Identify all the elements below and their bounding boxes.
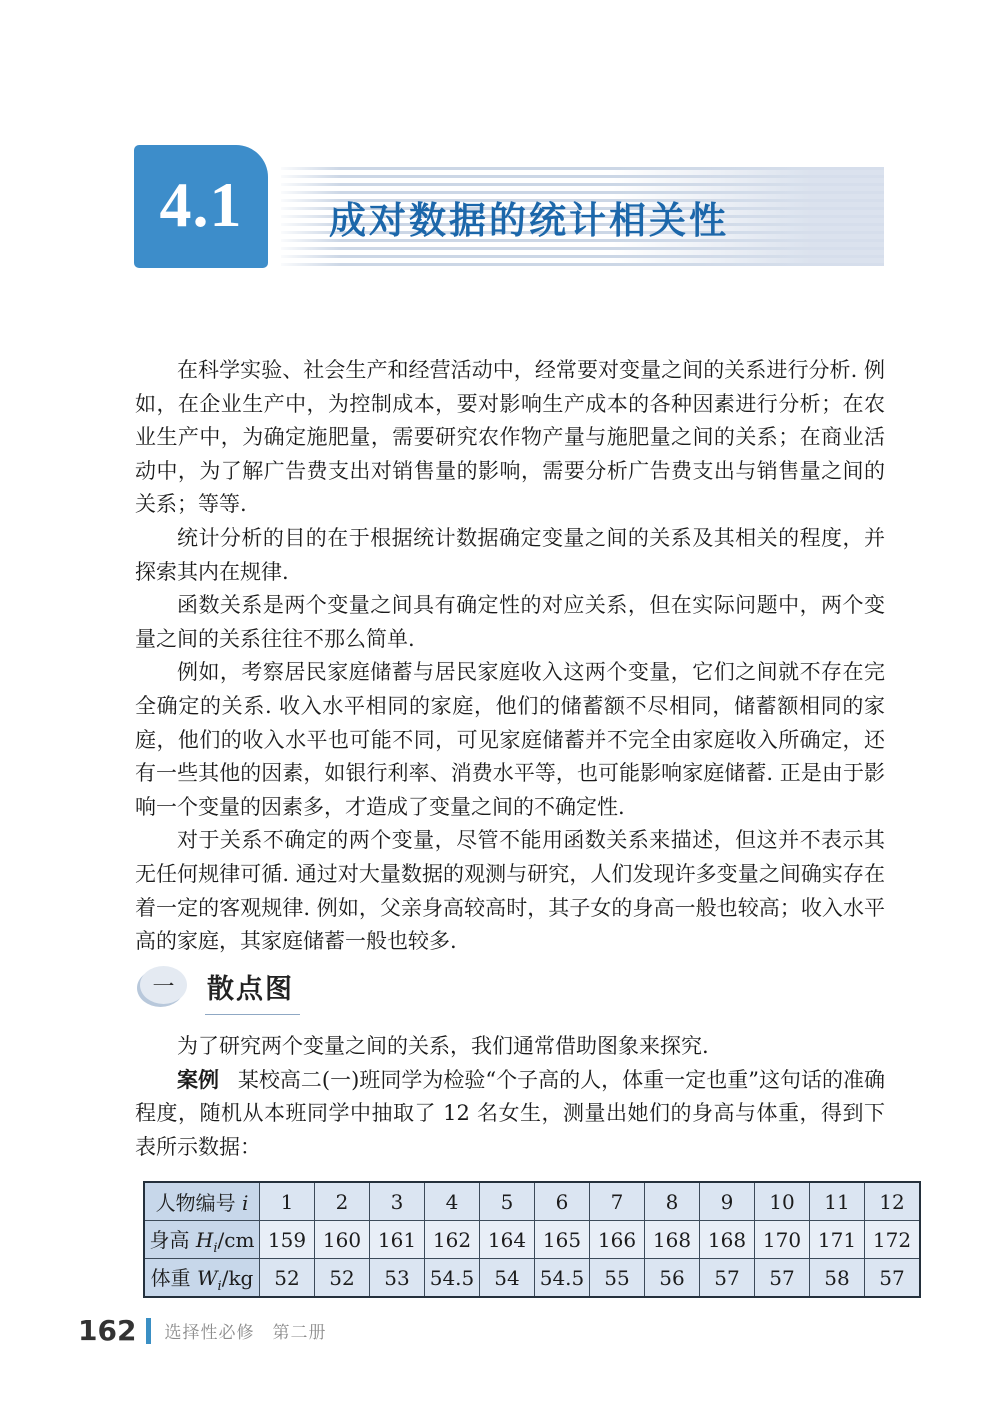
subsection-title: 散点图	[205, 963, 300, 1015]
table-cell: 159	[260, 1221, 315, 1259]
height-weight-table	[143, 1181, 921, 1298]
table-cell: 162	[425, 1221, 480, 1259]
table-row	[144, 1259, 920, 1298]
section-number: 4.1	[159, 168, 243, 240]
paragraph: 为了研究两个变量之间的关系，我们通常借助图象来探究.	[177, 1034, 709, 1058]
table-cell: 3	[370, 1182, 425, 1221]
section-number-box	[134, 145, 268, 268]
paragraph: 统计分析的目的在于根据统计数据确定变量之间的关系及其相关的程度，并探索其内在规律.	[135, 525, 885, 584]
table-cell: 160	[315, 1221, 370, 1259]
page-footer	[78, 1314, 326, 1347]
table-cell: 9	[700, 1182, 755, 1221]
case-text: 某校高二(一)班同学为检验“个子高的人，体重一定也重”这句话的准确程度，随机从本班同学中抽取了 12 名女生，测量出她们的身高与体重，得到下表所示数据：	[135, 1067, 885, 1159]
table-cell: 10	[755, 1182, 810, 1221]
table-cell: 54.5	[535, 1259, 590, 1298]
subsection-heading	[140, 963, 300, 1015]
table-cell: 54	[480, 1259, 535, 1298]
table-row	[144, 1221, 920, 1259]
table-cell: 54.5	[425, 1259, 480, 1298]
paragraph: 在科学实验、社会生产和经营活动中，经常要对变量之间的关系进行分析. 例如，在企业生产中，为控制成本，要对影响生产成本的各种因素进行分析；在农业生产中，为确定施肥量，需要研究农作物产量与施肥量之间的关系；在商业活动中，为了解广告费支出对销售量的影响，需要分析广告费支出与销售量之间的关系；等等.	[135, 358, 885, 517]
subsection-badge: 一	[140, 966, 187, 1004]
table-cell: 172	[865, 1221, 921, 1259]
booklet-title: 选择性必修 第二册	[164, 1323, 327, 1343]
table-cell: 168	[700, 1221, 755, 1259]
chapter-title: 成对数据的统计相关性	[329, 197, 729, 242]
table-row-label: 人物编号 i	[144, 1182, 260, 1221]
table-row	[144, 1182, 920, 1221]
table-cell: 6	[535, 1182, 590, 1221]
table-cell: 55	[590, 1259, 645, 1298]
footer-divider-bar	[146, 1318, 151, 1344]
table-cell: 57	[865, 1259, 921, 1298]
paragraph: 对于关系不确定的两个变量，尽管不能用函数关系来描述，但这并不表示其无任何规律可循. 通过对大量数据的观测与研究，人们发现许多变量之间确实存在着一定的客观规律. 例如，父亲身高较高时，其子女的身高一般也较高；收入水平高的家庭，其家庭储蓄一般也较多.	[135, 828, 885, 954]
table-cell: 2	[315, 1182, 370, 1221]
table-cell: 57	[700, 1259, 755, 1298]
data-table-body	[144, 1182, 920, 1297]
case-paragraphs	[135, 1030, 885, 1164]
chapter-title-band	[281, 167, 884, 266]
case-label: 案例	[177, 1067, 220, 1092]
table-cell: 52	[260, 1259, 315, 1298]
paragraph: 例如，考察居民家庭储蓄与居民家庭收入这两个变量，它们之间就不存在完全确定的关系. 收入水平相同的家庭，他们的储蓄额不尽相同，储蓄额相同的家庭，他们的收入水平也可能不同，可见家庭储蓄并不完全由家庭收入所确定，还有一些其他的因素，如银行利率、消费水平等，也可能影响家庭储蓄. 正是由于影响一个变量的因素多，才造成了变量之间的不确定性.	[135, 660, 885, 819]
table-cell: 168	[645, 1221, 700, 1259]
table-row-label: 体重 $W_i/kg$	[144, 1259, 260, 1298]
table-cell: 4	[425, 1182, 480, 1221]
table-cell: 170	[755, 1221, 810, 1259]
table-cell: 52	[315, 1259, 370, 1298]
table-cell: 56	[645, 1259, 700, 1298]
table-cell: 11	[810, 1182, 865, 1221]
paragraph: 函数关系是两个变量之间具有确定性的对应关系，但在实际问题中，两个变量之间的关系往往不那么简单.	[135, 593, 885, 651]
table-row-label: 身高 $H_i/cm$	[144, 1221, 260, 1259]
table-cell: 58	[810, 1259, 865, 1298]
table-cell: 5	[480, 1182, 535, 1221]
table-cell: 12	[865, 1182, 921, 1221]
table-cell: 171	[810, 1221, 865, 1259]
table-cell: 8	[645, 1182, 700, 1221]
table-cell: 165	[535, 1221, 590, 1259]
case-paragraph	[135, 1064, 885, 1165]
table-cell: 161	[370, 1221, 425, 1259]
table-cell: 7	[590, 1182, 645, 1221]
table-cell: 1	[260, 1182, 315, 1221]
table-cell: 57	[755, 1259, 810, 1298]
table-cell: 166	[590, 1221, 645, 1259]
page-number: 162	[78, 1314, 137, 1347]
intro-paragraphs	[135, 354, 885, 959]
table-cell: 53	[370, 1259, 425, 1298]
table-cell: 164	[480, 1221, 535, 1259]
